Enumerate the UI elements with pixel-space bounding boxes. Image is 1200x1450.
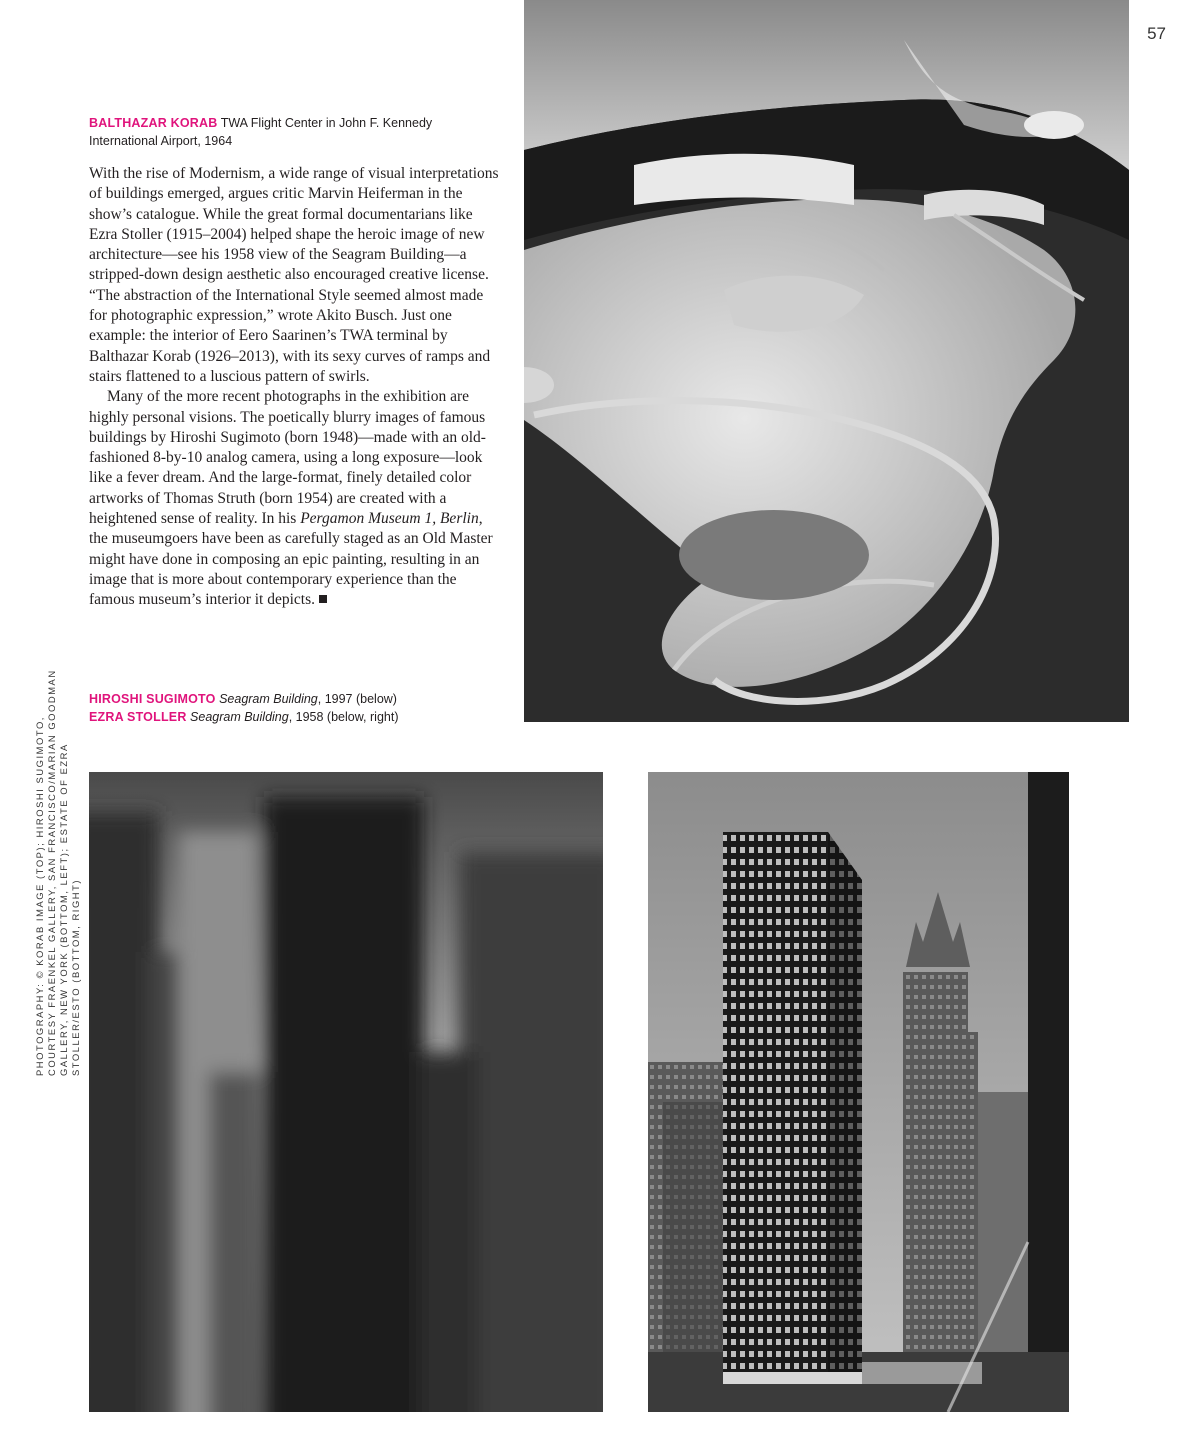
work-title: Seagram Building (190, 710, 289, 724)
end-mark (319, 595, 327, 603)
photo-credit: PHOTOGRAPHY: © KORAB IMAGE (TOP); HIROSHI SUGIMOTO, COURTESY FRAENKEL GALLERY, SAN FRANCISCO/MARIAN GOODMAN GALLERY, NEW YORK (BOTTOM, LEFT); ESTATE OF EZRA STOLLER/ESTO (BOTTOM, RIGHT) (34, 669, 81, 1076)
page-number: 57 (1147, 24, 1166, 43)
caption-bottom (89, 690, 509, 726)
sugimoto-seagram-photo (89, 772, 603, 1412)
twa-flight-center-photo (524, 0, 1129, 722)
artwork-title: Pergamon Museum 1, Berlin (300, 510, 479, 528)
paragraph: With the rise of Modernism, a wide range of visual interpretations of buildings emerged, argues critic Marvin Heiferman in the show’s catalogue. While the great formal documentarians like Ezra Stoller (1915–2004) helped shape the heroic image of new architecture—see his 1958 view of the Seagram Building—a stripped-down design aesthetic also encouraged creative license. “The abstraction of the International Style seemed almost made for photographic expression,” wrote Akito Busch. Just one example: the interior of Eero Saarinen’s TWA terminal by Balthazar Korab (1926–2013), with its sexy curves of ramps and stairs flattened to a luscious pattern of swirls. (89, 165, 499, 385)
caption-line: HIROSHI SUGIMOTO Seagram Building, 1997 (below) (89, 692, 397, 706)
caption-top (89, 114, 459, 150)
photographer-name: BALTHAZAR KORAB (89, 116, 218, 130)
article-body (89, 164, 500, 611)
caption-line: EZRA STOLLER Seagram Building, 1958 (below, right) (89, 710, 399, 724)
photographer-name: HIROSHI SUGIMOTO (89, 692, 216, 706)
caption-text: TWA Flight Center in John F. Kennedy International Airport, 1964 (89, 116, 433, 148)
work-title: Seagram Building (219, 692, 318, 706)
paragraph: Many of the more recent photographs in the exhibition are highly personal visions. The poetically blurry images of famous buildings by Hiroshi Sugimoto (born 1948)—made with an old-fashioned 8-by-10 analog camera, using a long exposure—look like a fever dream. And the large-format, finely detailed color artworks of Thomas Struth (born 1954) are created with a heightened sense of reality. In his Pergamon Museum 1, Berlin, the museumgoers have been as carefully staged as an Old Master might have done in composing an epic painting, resulting in an image that is more about contemporary experience than the famous museum’s interior it depicts. (89, 388, 493, 609)
stoller-seagram-photo (648, 772, 1069, 1412)
photographer-name: EZRA STOLLER (89, 710, 187, 724)
